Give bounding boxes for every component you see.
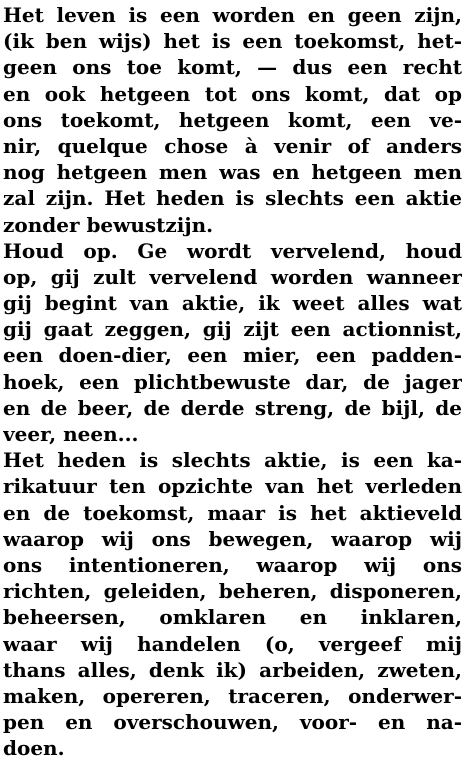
text-line: (ik ben wijs) het is een toekomst, het-: [3, 29, 462, 54]
text-line: doen.: [3, 736, 65, 761]
paragraph-1: [3, 2, 462, 238]
text-line: veer, neen...: [3, 422, 139, 446]
text-line: waar wij handelen (o, vergeef mij: [3, 631, 462, 656]
text-line: zonder bewustzijn.: [3, 212, 214, 237]
text-line: een doen-dier, een mier, een padden-: [3, 343, 462, 368]
text-line: beheersen, omklaren en inklaren,: [3, 605, 462, 630]
text-line: en ook hetgeen tot ons komt, dat op: [3, 81, 462, 106]
text-line: maken, opereren, traceren, onderwer-: [3, 683, 462, 708]
text-line: geen ons toe komt, — dus een recht: [3, 55, 462, 80]
text-line: zal zijn. Het heden is slechts een aktie: [3, 186, 462, 211]
text-line: thans alles, denk ik) arbeiden, zweten,: [3, 657, 462, 682]
paragraph-3: [3, 447, 462, 761]
text-line: ons toekomt, hetgeen komt, een ve-: [3, 107, 462, 132]
text-line: nir, quelque chose à venir of anders: [3, 133, 462, 158]
text-line: rikatuur ten opzichte van het verleden: [3, 474, 462, 499]
text-line: hoek, een plichtbewuste dar, de jager: [3, 369, 462, 394]
text-line: nog hetgeen men was en hetgeen men: [3, 160, 462, 185]
text-line: gij begint van aktie, ik weet alles wat: [3, 291, 462, 316]
text-line: Het heden is slechts aktie, is een ka-: [3, 448, 462, 473]
text-line: op, gij zult vervelend worden wanneer: [3, 264, 462, 289]
paragraph-2: [3, 238, 462, 448]
text-line: Het leven is een worden en geen zijn,: [3, 3, 462, 27]
text-line: richten, geleiden, beheren, disponeren,: [3, 579, 462, 604]
text-line: Houd op. Ge wordt vervelend, houd: [3, 238, 462, 263]
text-line: gij gaat zeggen, gij zijt een actionnist,: [3, 317, 462, 342]
text-line: en de toekomst, maar is het aktieveld: [3, 500, 462, 525]
text-line: en de beer, de derde streng, de bijl, de: [3, 395, 462, 420]
text-line: ons intentioneren, waarop wij ons: [3, 552, 462, 577]
text-line: waarop wij ons bewegen, waarop wij: [3, 526, 462, 551]
text-line: pen en overschouwen, voor- en na-: [3, 710, 462, 735]
